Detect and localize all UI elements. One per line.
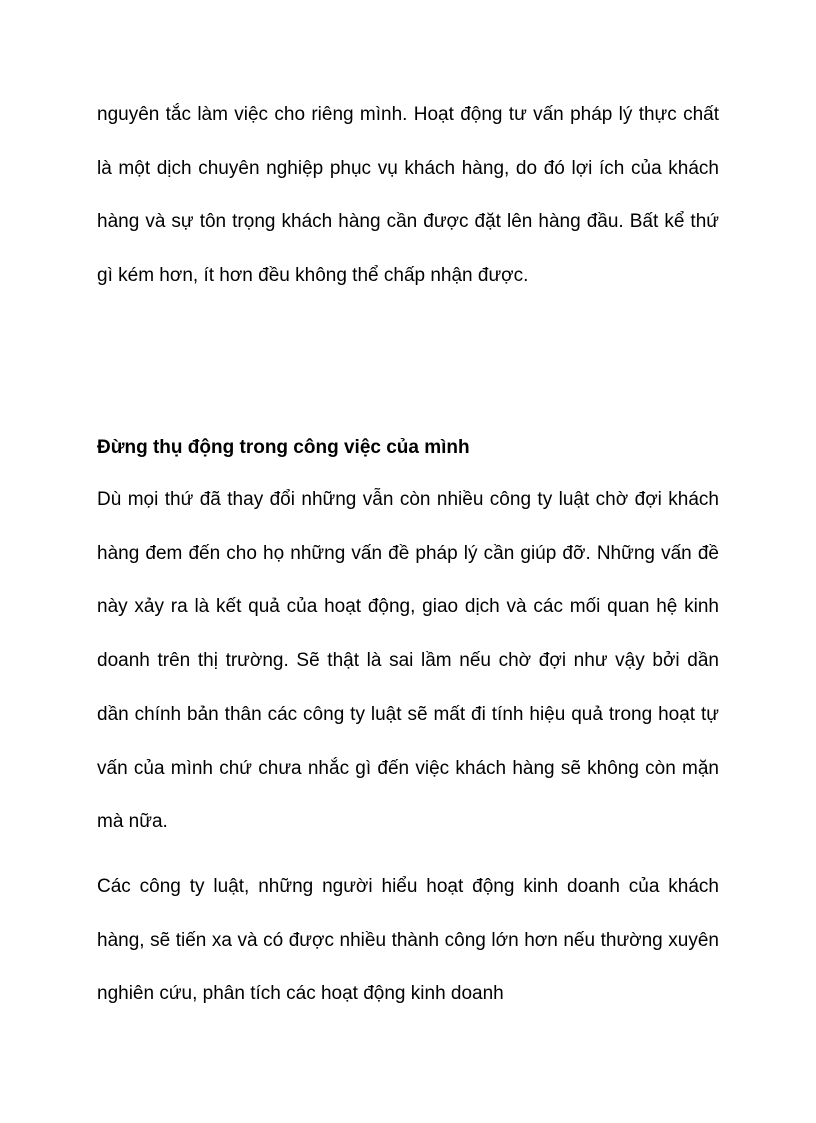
paragraph-passive-firms: Dù mọi thứ đã thay đổi những vẫn còn nhiều công ty luật chờ đợi khách hàng đem đến cho họ những vấn đề pháp lý cần giúp đỡ. Những vấn đề này xảy ra là kết quả của hoạt động, giao dịch và các mối quan hệ kinh doanh trên thị trường. Sẽ thật là sai lầm nếu chờ đợi như vậy bởi dần dần chính bản thân các công ty luật sẽ mất đi tính hiệu quả trong hoạt tự vấn của mình chứ chưa nhắc gì đến việc khách hàng sẽ không còn mặn mà nữa.	[97, 489, 719, 833]
section-heading: Đừng thụ động trong công việc của mình	[97, 437, 470, 458]
paragraph-understanding-business: Các công ty luật, những người hiểu hoạt động kinh doanh của khách hàng, sẽ tiến xa và có được nhiều thành công lớn hơn nếu thường xuyên nghiên cứu, phân tích các hoạt động kinh doanh	[97, 876, 719, 1005]
paragraph-continued-principles: nguyên tắc làm việc cho riêng mình. Hoạt động tư vấn pháp lý thực chất là một dịch chuyên nghiệp phục vụ khách hàng, do đó lợi ích của khách hàng và sự tôn trọng khách hàng cần được đặt lên hàng đầu. Bất kể thứ gì kém hơn, ít hơn đều không thể chấp nhận được.	[97, 104, 719, 287]
